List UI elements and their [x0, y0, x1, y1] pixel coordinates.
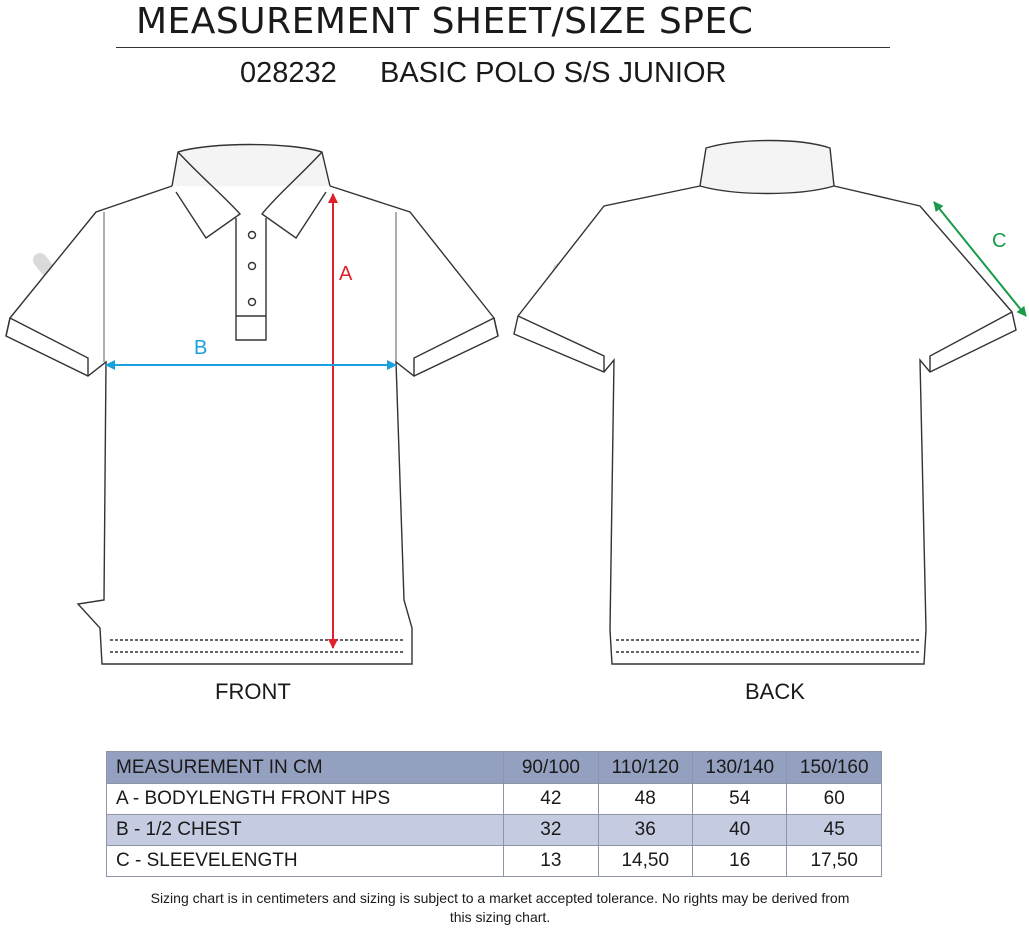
header-size-cell: 90/100: [504, 752, 598, 784]
back-polo: [514, 141, 1016, 665]
value-cell: 45: [787, 815, 882, 846]
table-row: [107, 784, 882, 815]
title-divider: [116, 47, 890, 48]
article-name: BASIC POLO S/S JUNIOR: [380, 57, 727, 89]
page-title: MEASUREMENT SHEET/SIZE SPEC: [136, 1, 754, 42]
header-measurement-cell: MEASUREMENT IN CM: [107, 752, 504, 784]
value-cell: 14,50: [598, 846, 692, 877]
value-cell: 60: [787, 784, 882, 815]
back-view-label: BACK: [745, 679, 805, 704]
table-header-row: [107, 752, 882, 784]
garment-drawings: [0, 120, 1029, 680]
value-cell: 32: [504, 815, 598, 846]
front-polo: [6, 145, 498, 665]
measure-c-letter: C: [992, 230, 1007, 252]
sizing-disclaimer: Sizing chart is in centimeters and sizing is subject to a market accepted tolerance. No rights may be derived from this sizing chart.: [150, 890, 850, 925]
row-label-cell: A - BODYLENGTH FRONT HPS: [107, 784, 504, 815]
value-cell: 42: [504, 784, 598, 815]
header-size-cell: 130/140: [692, 752, 786, 784]
value-cell: 16: [692, 846, 786, 877]
value-cell: 48: [598, 784, 692, 815]
value-cell: 36: [598, 815, 692, 846]
table-row: [107, 846, 882, 877]
row-label-cell: B - 1/2 CHEST: [107, 815, 504, 846]
article-number: 028232: [240, 57, 337, 89]
front-view-label: FRONT: [215, 679, 291, 704]
row-label-cell: C - SLEEVELENGTH: [107, 846, 504, 877]
size-spec-table: [106, 751, 882, 877]
value-cell: 17,50: [787, 846, 882, 877]
value-cell: 13: [504, 846, 598, 877]
measure-a-letter: A: [339, 263, 353, 285]
measure-b-letter: B: [194, 337, 208, 359]
value-cell: 40: [692, 815, 786, 846]
header-size-cell: 150/160: [787, 752, 882, 784]
table-row: [107, 815, 882, 846]
header-size-cell: 110/120: [598, 752, 692, 784]
value-cell: 54: [692, 784, 786, 815]
